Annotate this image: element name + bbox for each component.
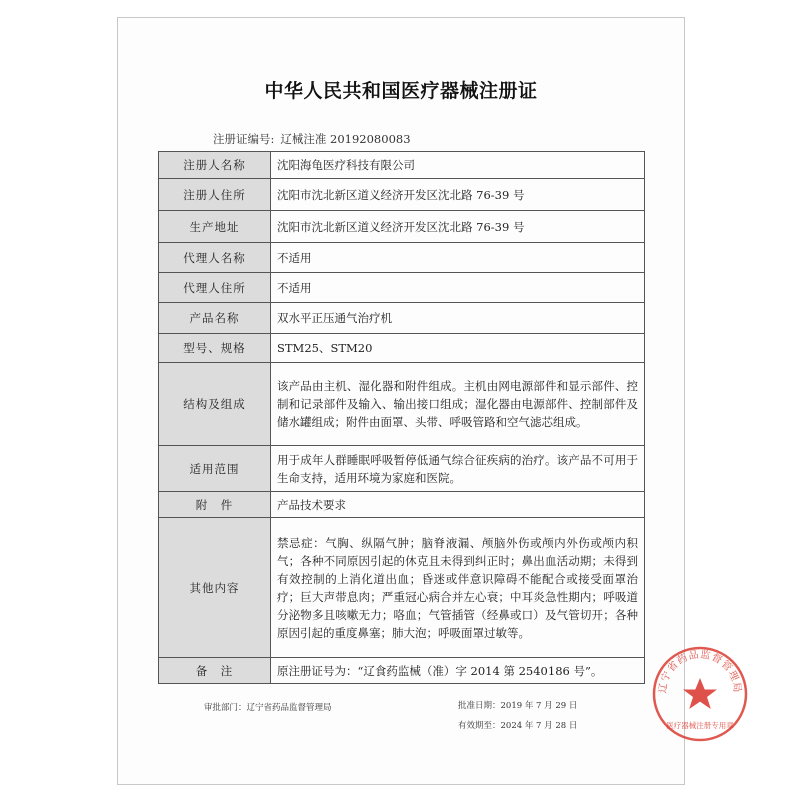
- table-row: [159, 303, 645, 334]
- row-label: 代理人住所: [159, 273, 271, 303]
- row-value: 产品技术要求: [271, 492, 645, 518]
- date-block: [458, 696, 577, 736]
- row-label: 型号、规格: [159, 334, 271, 363]
- row-label: 注册人住所: [159, 179, 271, 211]
- row-label: 代理人名称: [159, 243, 271, 273]
- table-row: [159, 152, 645, 179]
- row-label: 产品名称: [159, 303, 271, 334]
- table-row: [159, 363, 645, 446]
- row-value: 用于成年人群睡眠呼吸暂停低通气综合征疾病的治疗。该产品不可用于生命支持，适用环境为家庭和医院。: [271, 446, 645, 492]
- row-value: 沈阳市沈北新区道义经济开发区沈北路 76-39 号: [271, 179, 645, 211]
- row-value: STM25、STM20: [271, 334, 645, 363]
- row-value: 禁忌症：气胸、纵隔气肿；脑脊液漏、颅脑外伤或颅内外伤或颅内积气；各种不同原因引起的休克且未得到纠正时；鼻出血活动期；未得到有效控制的上消化道出血；昏迷或伴意识障碍不能配合或接受面罩治疗；巨大声带息肉；严重冠心病合并左心衰；中耳炎急性期内；呼吸道分泌物多且咳嗽无力；咯血；气管插管（经鼻或口）及气管切开；各种原因引起的重度鼻塞；肺大泡；呼吸面罩过敏等。: [271, 518, 645, 658]
- approval-date-line: [458, 696, 577, 716]
- certificate-table: [158, 151, 645, 684]
- official-seal-icon: [650, 644, 750, 744]
- row-value: 该产品由主机、湿化器和附件组成。主机由网电源部件和显示部件、控制和记录部件及输入、输出接口组成；湿化器由电源部件、控制部件及储水罐组成；附件由面罩、头带、呼吸管路和空气滤芯组成。: [271, 363, 645, 446]
- row-label: 适用范围: [159, 446, 271, 492]
- row-label: 注册人名称: [159, 152, 271, 179]
- registration-number-value: 辽械注准 20192080083: [280, 132, 411, 146]
- table-row: [159, 243, 645, 273]
- row-value: 沈阳海龟医疗科技有限公司: [271, 152, 645, 179]
- row-label: 其他内容: [159, 518, 271, 658]
- table-row: [159, 211, 645, 243]
- row-label: 结构及组成: [159, 363, 271, 446]
- table-row: [159, 492, 645, 518]
- row-value: 不适用: [271, 273, 645, 303]
- seal-star-icon: [683, 678, 717, 709]
- valid-until-line: [458, 716, 577, 736]
- approval-date-value: 2019 年 7 月 29 日: [500, 701, 578, 711]
- table-row: [159, 518, 645, 658]
- page-title: 中华人民共和国医疗器械注册证: [264, 80, 538, 102]
- certificate-page: [117, 17, 743, 785]
- row-label: 备 注: [159, 658, 271, 684]
- approver-value: 辽宁省药品监督管理局: [246, 703, 332, 713]
- table-row: [159, 658, 645, 684]
- row-label: 生产地址: [159, 211, 271, 243]
- table-row: [159, 446, 645, 492]
- registration-number: [213, 131, 411, 147]
- row-value: 不适用: [271, 243, 645, 273]
- row-value: 沈阳市沈北新区道义经济开发区沈北路 76-39 号: [271, 211, 645, 243]
- valid-until-value: 2024 年 7 月 28 日: [500, 721, 578, 731]
- seal-subtext: 医疗器械注册专用章: [666, 721, 734, 730]
- approver-line: [204, 701, 332, 713]
- table-row: [159, 179, 645, 211]
- table-row: [159, 334, 645, 363]
- approval-date-label: 批准日期：: [458, 701, 501, 711]
- approver-label: 审批部门：: [204, 703, 247, 713]
- valid-until-label: 有效期至：: [458, 721, 501, 731]
- registration-number-label: 注册证编号:: [213, 132, 275, 146]
- row-value: 原注册证号为：“辽食药监械（准）字 2014 第 2540186 号”。: [271, 658, 645, 684]
- seal-text: 辽宁省药品监督管理局: [657, 649, 743, 694]
- table-row: [159, 273, 645, 303]
- row-value: 双水平正压通气治疗机: [271, 303, 645, 334]
- row-label: 附 件: [159, 492, 271, 518]
